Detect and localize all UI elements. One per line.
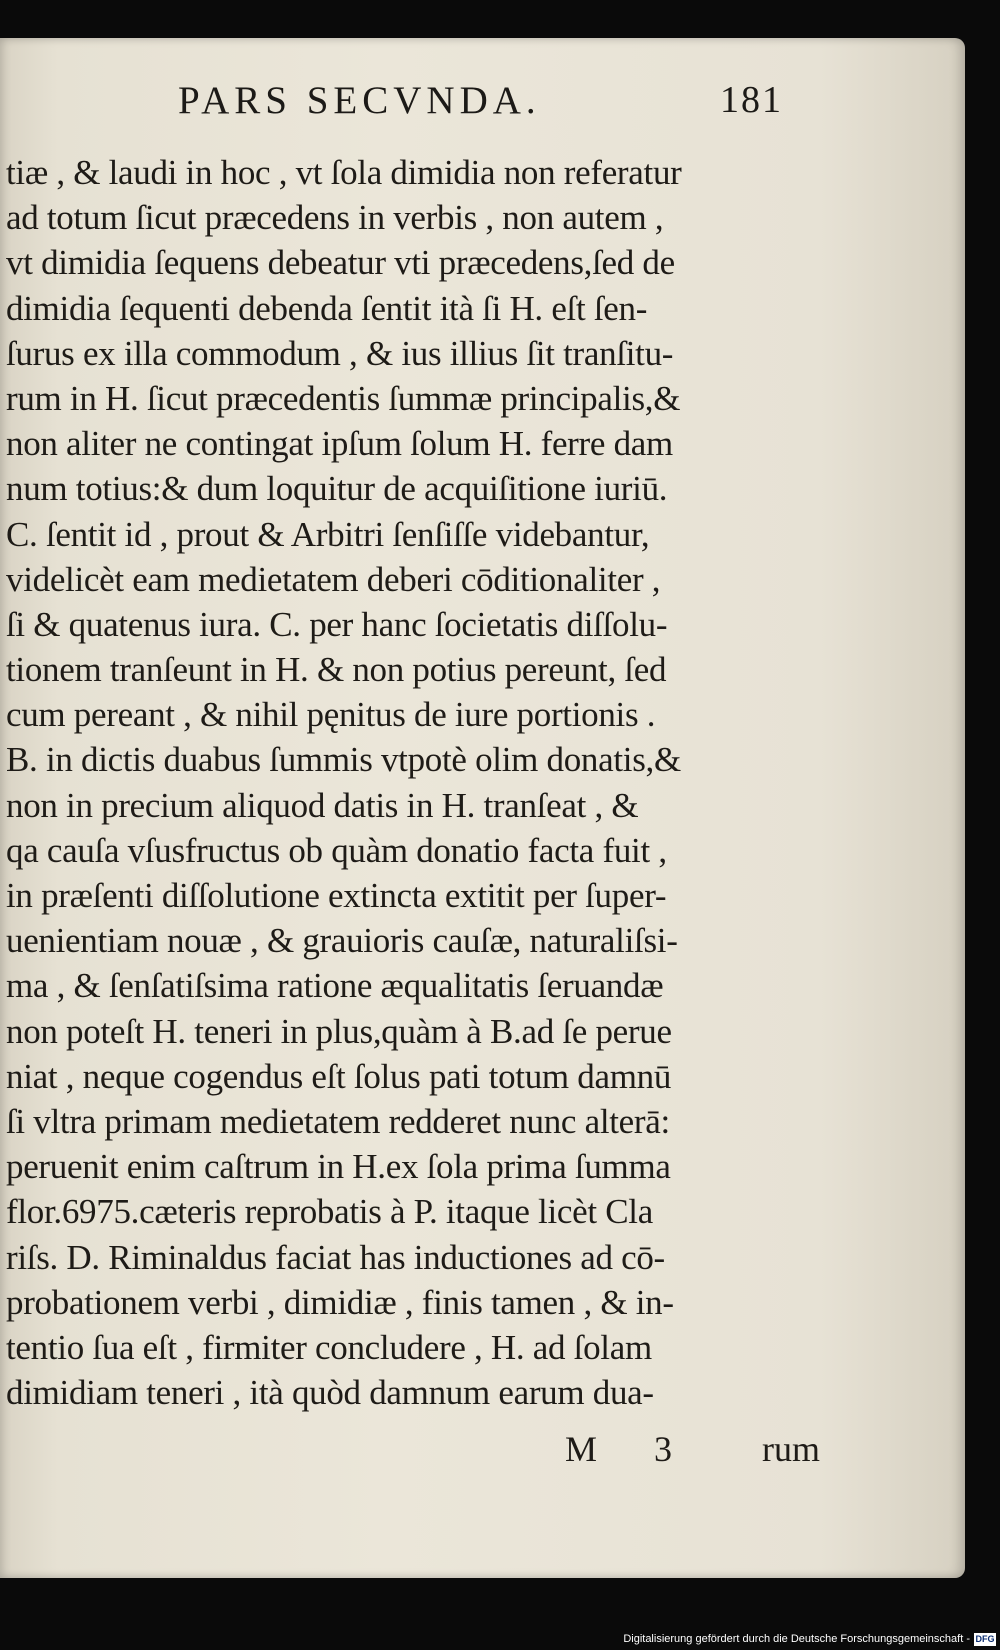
signature-mark: M 3: [565, 1429, 697, 1469]
catchword: rum: [762, 1429, 820, 1469]
text-line: videlicèt eam medietatem deberi cōditionaliter ,: [6, 559, 661, 599]
text-line: non in precium aliquod datis in H. tranſeat , &: [6, 785, 639, 825]
page-number: 181: [720, 79, 783, 121]
text-line: cum pereant , & nihil pęnitus de iure portionis .: [6, 695, 656, 735]
text-line: rum in H. ſicut præcedentis ſummæ principalis,&: [6, 378, 681, 418]
text-line: dimidiam teneri , ità quòd damnum earum dua-: [6, 1373, 654, 1413]
text-line: peruenit enim caſtrum in H.ex ſola prima ſumma: [6, 1147, 671, 1187]
text-line: in præſenti diſſolutione extincta extitit per ſuper-: [6, 876, 667, 915]
running-head: PARS SECVNDA.: [178, 79, 541, 122]
text-line: C. ſentit id , prout & Arbitri ſenſiſſe videbantur,: [6, 514, 650, 554]
body-text: [6, 150, 806, 1415]
text-line: riſs. D. Riminaldus faciat has inductiones ad cō-: [6, 1237, 665, 1277]
credit-text: Digitalisierung gefördert durch die Deutsche Forschungsgemeinschaft -: [623, 1633, 970, 1645]
book-page: [0, 38, 965, 1578]
dfg-logo: DFG: [975, 1634, 995, 1644]
text-line: vt dimidia ſequens debeatur vti præcedens,ſed de: [6, 243, 675, 283]
text-line: tentio ſua eſt , firmiter concludere , H. ad ſolam: [6, 1327, 652, 1367]
text-line: qa cauſa vſusfructus ob quàm donatio facta fuit ,: [6, 830, 667, 870]
text-line: ſi vltra primam medietatem redderet nunc alterā:: [6, 1101, 670, 1141]
text-line: non poteſt H. teneri in plus,quàm à B.ad ſe perue: [6, 1011, 672, 1051]
text-line: tionem tranſeunt in H. & non potius pereunt, ſed: [6, 650, 667, 690]
text-line: ſi & quatenus iura. C. per hanc ſocietatis diſſolu-: [6, 604, 668, 644]
text-line: ſurus ex illa commodum , & ius illius ſit tranſitu-: [6, 333, 674, 373]
text-line: tiæ , & laudi in hoc , vt ſola dimidia non referatur: [6, 153, 682, 192]
text-line: niat , neque cogendus eſt ſolus pati totum damnū: [6, 1056, 672, 1096]
text-line: non aliter ne contingat ipſum ſolum H. ferre dam: [6, 424, 673, 464]
text-line: ad totum ſicut præcedens in verbis , non autem ,: [6, 198, 664, 238]
page-header: [0, 78, 965, 138]
text-line: probationem verbi , dimidiæ , finis tamen , & in-: [6, 1282, 674, 1322]
text-line: dimidia ſequenti debenda ſentit ità ſi H. eſt ſen-: [6, 288, 648, 328]
text-line: flor.6975.cæteris reprobatis à P. itaque licèt Cla: [6, 1192, 653, 1232]
text-line: num totius:& dum loquitur de acquiſitione iuriū.: [6, 469, 668, 509]
page-footer: [0, 1428, 965, 1478]
text-line: uenientiam nouæ , & grauioris cauſæ, naturaliſsi-: [6, 921, 678, 961]
text-line: B. in dictis duabus ſummis vtpotè olim donatis,&: [6, 740, 681, 780]
text-line: ma , & ſenſatiſsima ratione æqualitatis ſeruandæ: [6, 966, 664, 1006]
credit-bar: [0, 1628, 1000, 1650]
